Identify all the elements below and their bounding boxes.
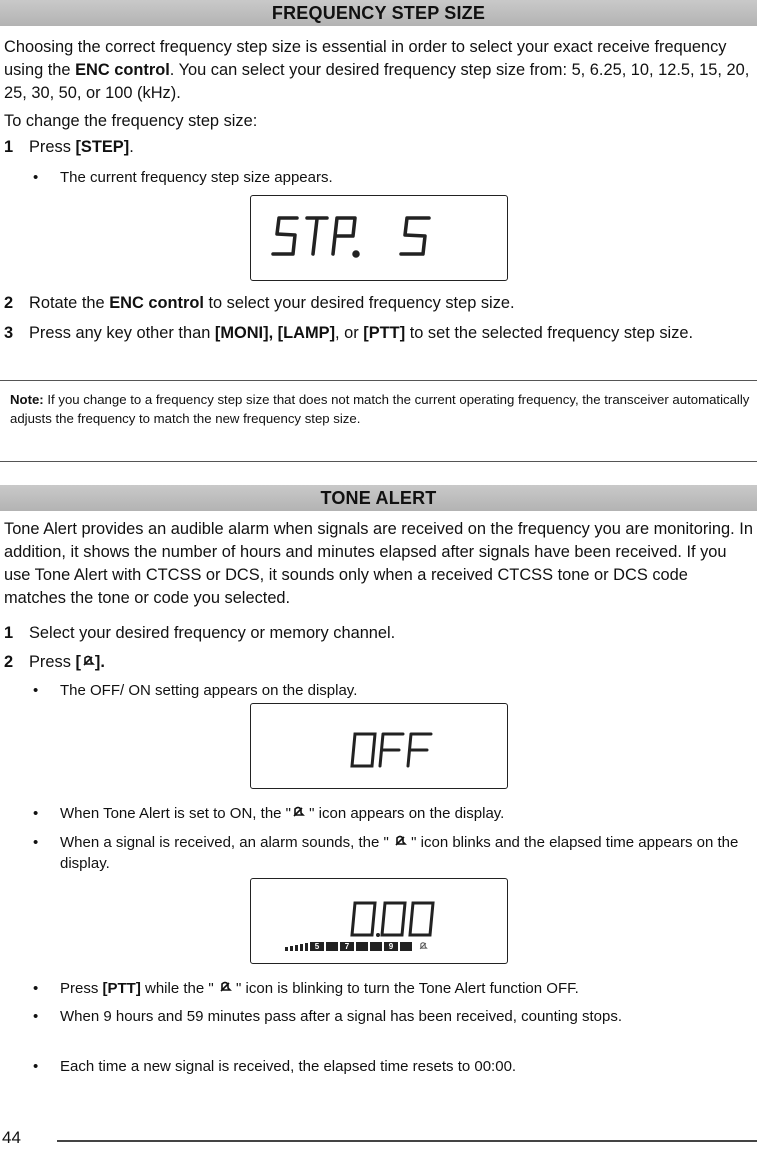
- bullet-text: Each time a new signal is received, the elapsed time resets to 00:00.: [60, 1058, 517, 1075]
- step-text-part: to select your desired frequency step size.: [203, 294, 515, 312]
- key-label: [PTT]: [102, 980, 141, 997]
- step-text-part: Press any key other than: [29, 324, 215, 342]
- step-text: [29, 136, 749, 159]
- step-text: Select your desired frequency or memory channel.: [29, 624, 396, 642]
- meter-segment: [326, 942, 338, 951]
- step-text-part: Rotate the: [29, 294, 110, 312]
- lcd-display-elapsed: [250, 878, 508, 964]
- bell-icon: [291, 805, 305, 819]
- bullet-text: The current frequency step size appears.: [60, 169, 333, 186]
- note-label: Note:: [10, 392, 44, 407]
- bullet-text-part: When Tone Alert is set to ON, the ": [60, 805, 291, 822]
- bullet-dot: •: [33, 980, 39, 997]
- intro-bold: ENC control: [75, 61, 170, 79]
- meter-segment: [356, 942, 368, 951]
- bullet-text: The OFF/ ON setting appears on the display.: [60, 682, 358, 699]
- section-title-tone-alert: TONE ALERT: [0, 485, 757, 511]
- step-key-label: [MONI], [LAMP]: [214, 324, 336, 342]
- bullet-text-part: When a signal is received, an alarm sounds, the ": [60, 834, 393, 851]
- step-text: [29, 651, 749, 674]
- bullet-dot: •: [33, 805, 39, 822]
- step-text-part: Press: [29, 138, 76, 156]
- bullet-dot: •: [33, 682, 39, 699]
- change-step-instruction: To change the frequency step size:: [4, 112, 258, 130]
- bullet-dot: •: [33, 1058, 39, 1075]
- meter-label: 7: [340, 942, 354, 951]
- meter-segment: [370, 942, 382, 951]
- lcd-display-off: [250, 703, 508, 789]
- intro-text: . You can select your desired frequency step size from: 5, 6.25, 10, 12.5, 15, 20, 25, 30, 50, or 100 (kHz).: [4, 61, 750, 102]
- bell-icon: [393, 834, 407, 848]
- meter-bar: [290, 946, 293, 951]
- s-meter: [285, 941, 428, 951]
- footer-rule: [57, 1140, 757, 1142]
- bracket: ].: [94, 653, 105, 671]
- meter-bar: [305, 943, 308, 951]
- note-box: [0, 380, 757, 462]
- meter-bar: [300, 944, 303, 951]
- note-body: If you change to a frequency step size that does not match the current operating frequency, the transceiver automatically adjusts the frequency to match the new frequency step size.: [10, 392, 750, 426]
- frequency-step-intro: [4, 36, 754, 105]
- step-key-label: [PTT]: [363, 324, 406, 342]
- step-number: 1: [4, 624, 14, 642]
- bullet-text: When 9 hours and 59 minutes pass after a signal has been received, counting stops.: [60, 1008, 623, 1025]
- section-title-frequency-step-size: FREQUENCY STEP SIZE: [0, 0, 757, 26]
- bell-icon: [218, 980, 232, 994]
- bullet-text: [60, 803, 750, 824]
- step-key-label: [STEP]: [75, 138, 130, 156]
- meter-bar: [295, 945, 298, 951]
- bullet-dot: •: [33, 169, 39, 186]
- step-number: 1: [4, 138, 14, 156]
- bullet-dot: •: [33, 1008, 39, 1025]
- step-text: [29, 322, 749, 345]
- lcd-step-segment-readout: [251, 196, 507, 280]
- meter-segment: [400, 942, 412, 951]
- meter-label: 5: [310, 942, 324, 951]
- note-text: [10, 390, 750, 428]
- bracket: [: [75, 653, 81, 671]
- bullet-text: [60, 978, 750, 999]
- bullet-text-part: " icon appears on the display.: [305, 805, 505, 822]
- step-number: 2: [4, 653, 14, 671]
- bullet-text-part: while the ": [140, 980, 218, 997]
- bell-icon: [418, 941, 428, 951]
- step-text-part: Press: [29, 653, 76, 671]
- bullet-text-part: " icon is blinking to turn the Tone Alert function OFF.: [231, 980, 579, 997]
- meter-bar: [285, 947, 288, 951]
- bullet-text-part: " icon blinks and the elapsed time appears on the display.: [60, 834, 739, 872]
- tone-alert-intro: Tone Alert provides an audible alarm when signals are received on the frequency you are monitoring. In addition, it shows the number of hours and minutes elapsed after signals have been received. If you use Tone Alert with CTCSS or DCS, it sounds only when a received CTCSS tone or DCS code matches the tone or code you selected.: [4, 520, 753, 607]
- bullet-dot: •: [33, 834, 39, 851]
- intro-text: Choosing the correct frequency step size is essential in order to select your exact receive frequency using the: [4, 38, 727, 79]
- bullet-text: [60, 832, 750, 874]
- step-text-part: .: [129, 138, 134, 156]
- page-number: 44: [2, 1128, 21, 1147]
- step-number: 3: [4, 324, 14, 342]
- lcd-off-segment-readout: [251, 704, 507, 788]
- step-control-label: ENC control: [109, 294, 204, 312]
- meter-label: 9: [384, 942, 398, 951]
- bullet-text-part: Press: [60, 980, 103, 997]
- lcd-display-step: [250, 195, 508, 281]
- step-key-label: [75, 653, 104, 671]
- step-text: [29, 292, 749, 315]
- step-number: 2: [4, 294, 14, 312]
- step-text-part: to set the selected frequency step size.: [405, 324, 694, 342]
- bell-icon: [81, 654, 95, 668]
- step-text-part: , or: [335, 324, 364, 342]
